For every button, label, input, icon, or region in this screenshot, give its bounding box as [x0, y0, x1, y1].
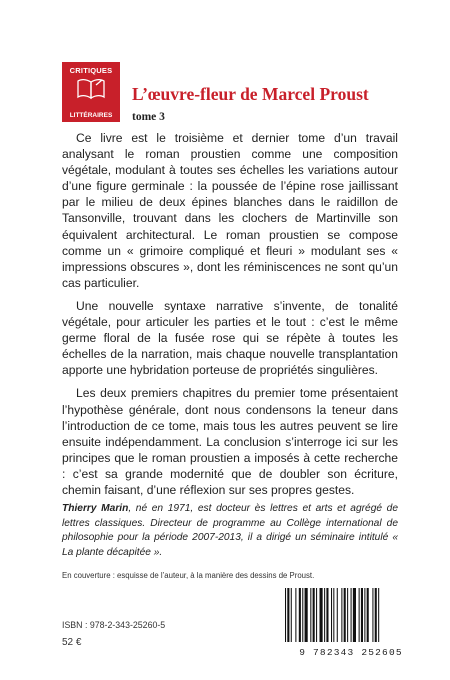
publisher-logo	[62, 62, 120, 122]
barcode	[282, 588, 420, 656]
summary-paragraph: Les deux premiers chapitres du premier tome présentaient l’hypothèse générale, dont nous condensons la teneur dans l’introduction de ce tome, mais tous les autres peuvent se lire ensuite indépendamment. La conclusion s’interroge ici sur les principes que le roman proustien a imposés à cette recherche : c’est sa grande modernité que de doubler son écriture, chemin faisant, d’une réflexion sur ses propres gestes.	[62, 386, 398, 497]
price: 52 €	[62, 637, 82, 648]
summary-text	[62, 130, 398, 505]
cover-note: En couverture : esquisse de l’auteur, à la manière des dessins de Proust.	[62, 571, 315, 580]
logo-line2: LITTÉRAIRES	[69, 112, 113, 119]
isbn: ISBN : 978-2-343-25260-5	[62, 620, 166, 630]
barcode-digits: 9 782343 252605	[282, 647, 420, 658]
author-bio	[62, 502, 398, 560]
logo-line1: CRITIQUES	[69, 66, 113, 75]
barcode-bars	[282, 588, 420, 646]
book-title: L’œuvre-fleur de Marcel Proust	[132, 84, 369, 104]
book-subtitle: tome 3	[132, 111, 165, 123]
summary-paragraph: Ce livre est le troisième et dernier tome d’un travail analysant le roman proustien comme une composition végétale, modulant à toutes ses échelles les variations autour d’une figure germinale : la poussée de l’épine rose jaillissant par le milieu de deux épines blanches dans le raidillon de Tansonville, trouvant dans les clochers de Martinville son équivalent architectural. Le roman proustien se compose comme un « grimoire compliqué et fleuri » modulant ses « impressions obscures », dont les réminiscences ne sont qu’un cas particulier.	[62, 131, 398, 290]
summary-paragraph: Une nouvelle syntaxe narrative s’invente, de tonalité végétale, pour articuler les parties et le tout : c’est le même germe floral de la fusée rose qui se répète à toutes les échelles de la narration, mais chaque nouvelle transplantation apporte une hybridation porteuse de propriétés singulières.	[62, 298, 398, 378]
author-name: Thierry Marin	[62, 503, 129, 514]
open-book-icon	[76, 77, 106, 101]
author-bio-text: , né en 1971, est docteur ès lettres et arts et agrégé de lettres classiques. Directeur de programme au Collège international de philosophie pour la période 2007-2013, il a dirigé un séminaire intitulé « La plante décapitée ».	[62, 503, 398, 558]
